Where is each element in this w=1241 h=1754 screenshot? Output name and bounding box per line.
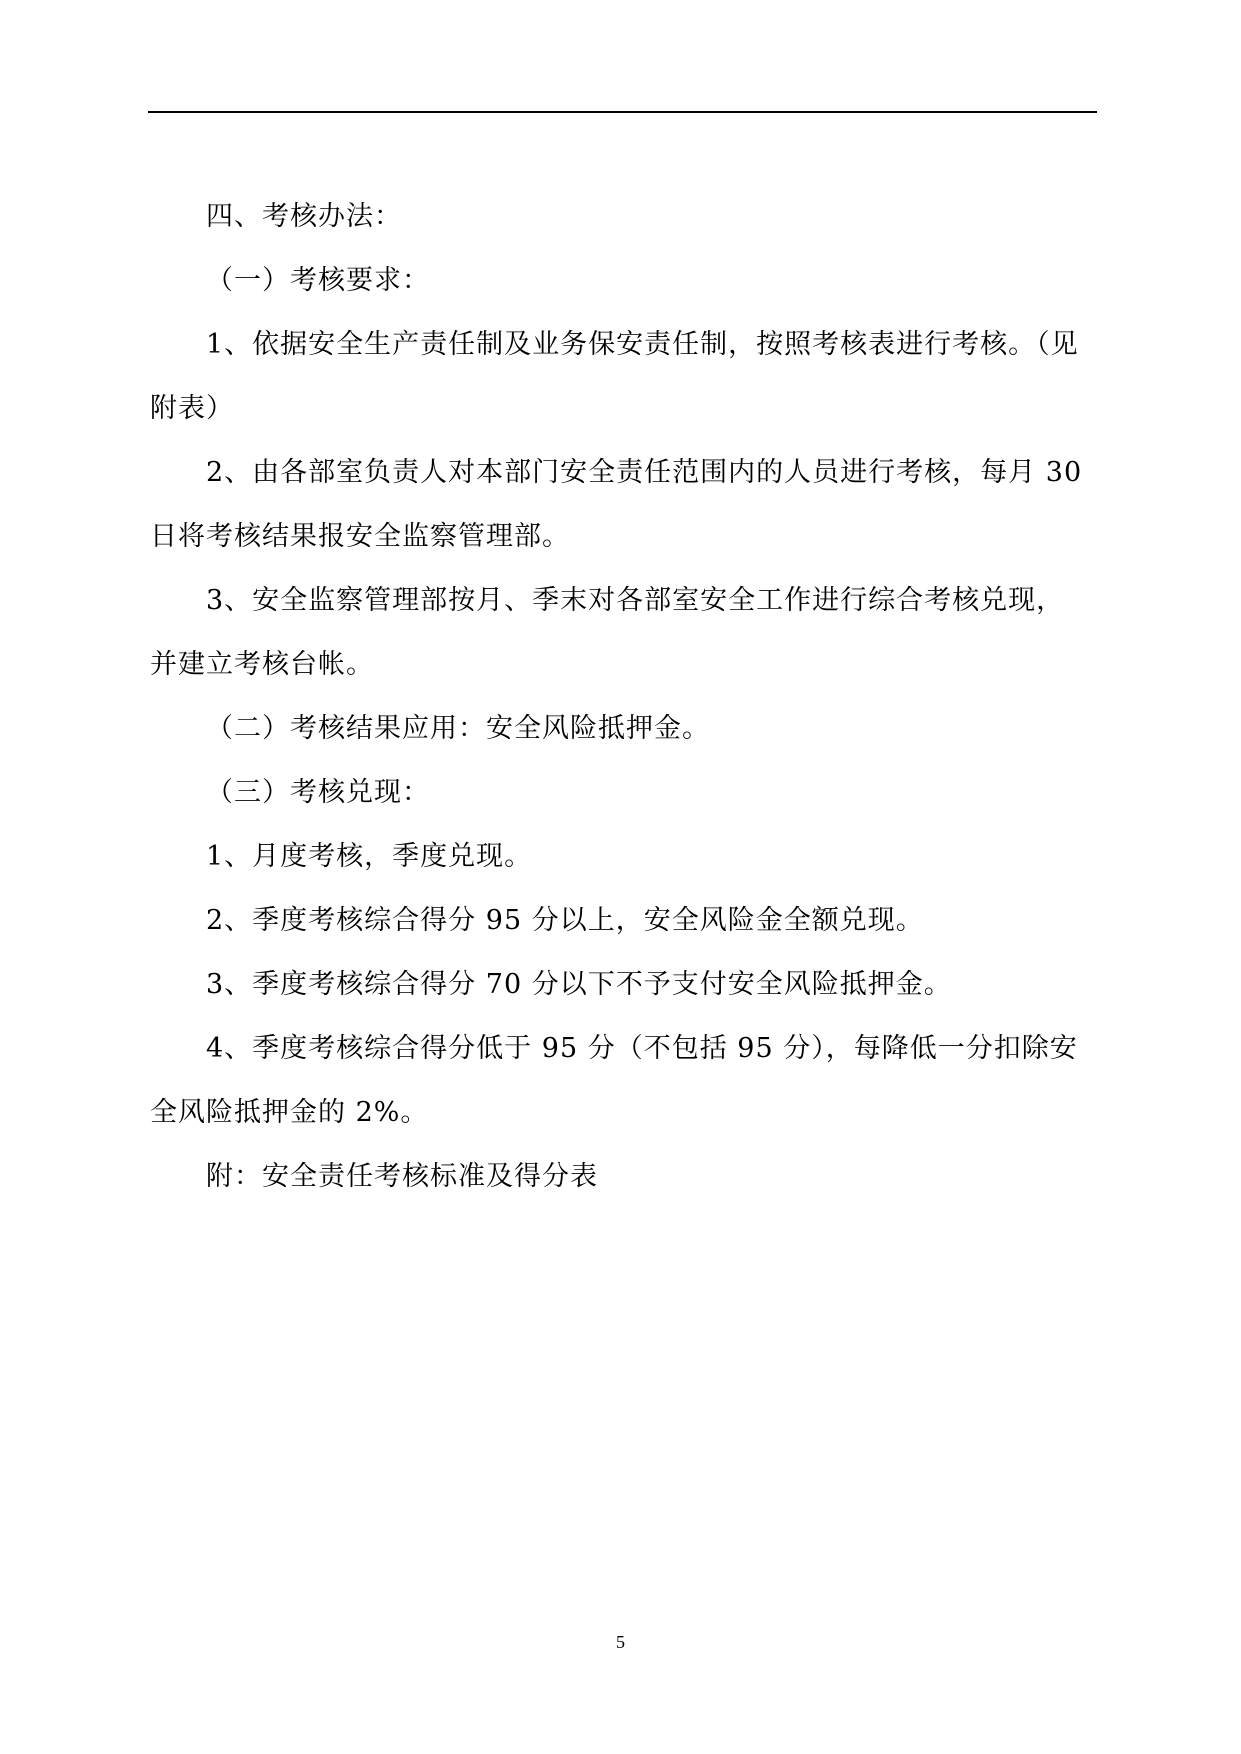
fulfillment-item-4: 4、季度考核综合得分低于 95 分（不包括 95 分），每降低一分扣除安全风险抵押金的 2%。 <box>150 1033 1078 1128</box>
fulfillment-item-3: 3、季度考核综合得分 70 分以下不予支付安全风险抵押金。 <box>206 969 952 1000</box>
requirement-item-3: 3、安全监察管理部按月、季末对各部室安全工作进行综合考核兑现，并建立考核台帐。 <box>150 585 1065 680</box>
requirement-item-2: 2、由各部室负责人对本部门安全责任范围内的人员进行考核，每月 30 日将考核结果报安全监察管理部。 <box>150 457 1092 552</box>
section-heading-assessment-methods: 四、考核办法： <box>206 201 402 232</box>
subsection-heading-fulfillment: （三）考核兑现： <box>206 777 430 808</box>
subsection-heading-requirements: （一）考核要求： <box>206 265 430 296</box>
fulfillment-item-1: 1、月度考核，季度兑现。 <box>206 841 533 872</box>
header-rule <box>148 111 1097 113</box>
document-body <box>150 185 1090 1209</box>
fulfillment-item-2: 2、季度考核综合得分 95 分以上，安全风险金全额兑现。 <box>206 905 924 936</box>
page-number: 5 <box>616 1632 625 1652</box>
appendix-note: 附：安全责任考核标准及得分表 <box>206 1161 598 1192</box>
requirement-item-1: 1、依据安全生产责任制及业务保安责任制，按照考核表进行考核。（见附表） <box>150 329 1079 424</box>
subsection-heading-result-application: （二）考核结果应用：安全风险抵押金。 <box>206 713 710 744</box>
